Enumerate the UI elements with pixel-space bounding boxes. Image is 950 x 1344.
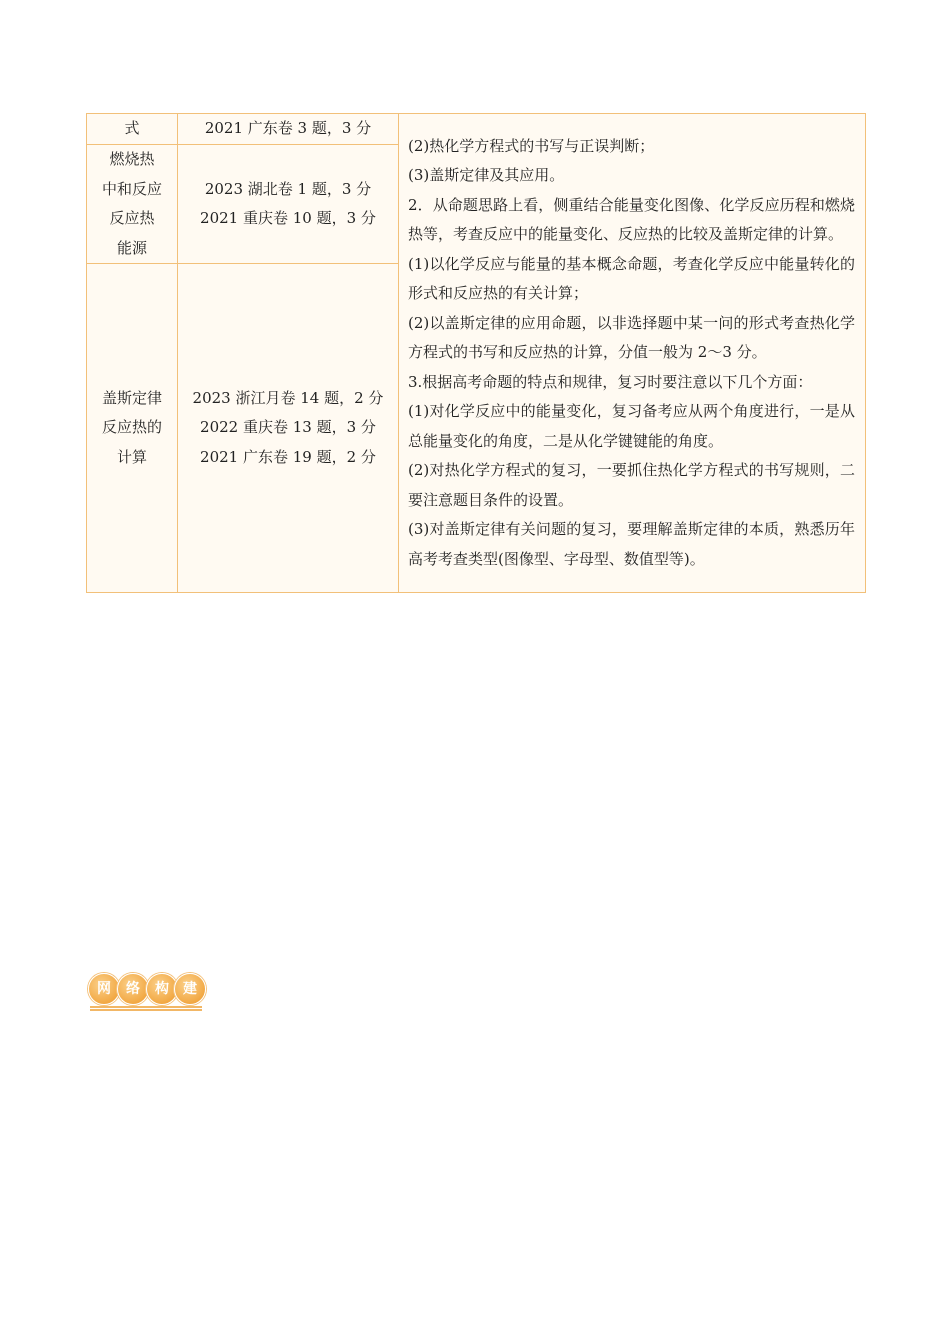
- source-cell: [178, 145, 399, 264]
- badge-char: 网: [88, 973, 120, 1005]
- topic-text: 中和反应: [101, 179, 162, 198]
- analysis-paragraph: 2．从命题思路上看，侧重结合能量变化图像、化学反应历程和燃烧热等，考查反应中的能量变化、反应热的比较及盖斯定律的计算。: [408, 195, 855, 244]
- topic-text: 燃烧热: [109, 150, 155, 168]
- source-text: 2023 湖北卷 1 题，3 分: [204, 179, 372, 198]
- badge-underline: [90, 1006, 202, 1008]
- analysis-paragraph: (2)以盖斯定律的应用命题，以非选择题中某一问的形式考查热化学方程式的书写和反应热的计算，分值一般为 2～3 分。: [408, 313, 855, 362]
- topic-text: 盖斯定律: [101, 388, 162, 407]
- source-text: 2023 浙江月卷 14 题，2 分: [192, 388, 384, 407]
- topic-cell: [87, 264, 178, 593]
- table-row: [87, 114, 866, 145]
- topic-text: 计算: [116, 447, 147, 466]
- badge-char: 建: [174, 973, 206, 1005]
- source-text: 2022 重庆卷 13 题，3 分: [200, 418, 376, 437]
- analysis-paragraph: (2)对热化学方程式的复习，一要抓住热化学方程式的书写规则，二要注意题目条件的设置。: [408, 461, 855, 509]
- section-badge: [88, 971, 206, 1013]
- analysis-cell: [399, 114, 866, 593]
- analysis-paragraph: (1)对化学反应中的能量变化，复习备考应从两个角度进行，一是从总能量变化的角度，二是从化学键键能的角度。: [408, 402, 855, 450]
- badge-char: 构: [146, 973, 178, 1005]
- topic-cell: [87, 145, 178, 264]
- topic-text: 反应热: [109, 209, 155, 227]
- analysis-paragraph: (3)盖斯定律及其应用。: [408, 166, 565, 185]
- source-text: 2021 重庆卷 10 题，3 分: [200, 209, 376, 227]
- analysis-paragraph: (2)热化学方程式的书写与正误判断；: [408, 136, 655, 155]
- badge-char: 络: [117, 973, 149, 1005]
- exam-analysis-table: [86, 113, 866, 593]
- analysis-paragraph: 3.根据高考命题的特点和规律，复习时要注意以下几个方面：: [408, 372, 813, 391]
- topic-text: 式: [124, 119, 140, 138]
- topic-cell: [87, 114, 178, 145]
- analysis-paragraph: (3)对盖斯定律有关问题的复习，要理解盖斯定律的本质，熟悉历年高考考查类型(图像型、字母型、数值型等)。: [408, 520, 855, 568]
- topic-text: 能源: [116, 238, 147, 257]
- analysis-paragraph: (1)以化学反应与能量的基本概念命题，考查化学反应中能量转化的形式和反应热的有关计算；: [408, 254, 855, 303]
- topic-text: 反应热的: [101, 418, 162, 437]
- badge-underline: [90, 1009, 202, 1011]
- source-text: 2021 广东卷 19 题，2 分: [200, 447, 376, 466]
- source-text: 2021 广东卷 3 题，3 分: [204, 119, 372, 138]
- source-cell: [178, 114, 399, 145]
- source-cell: [178, 264, 399, 593]
